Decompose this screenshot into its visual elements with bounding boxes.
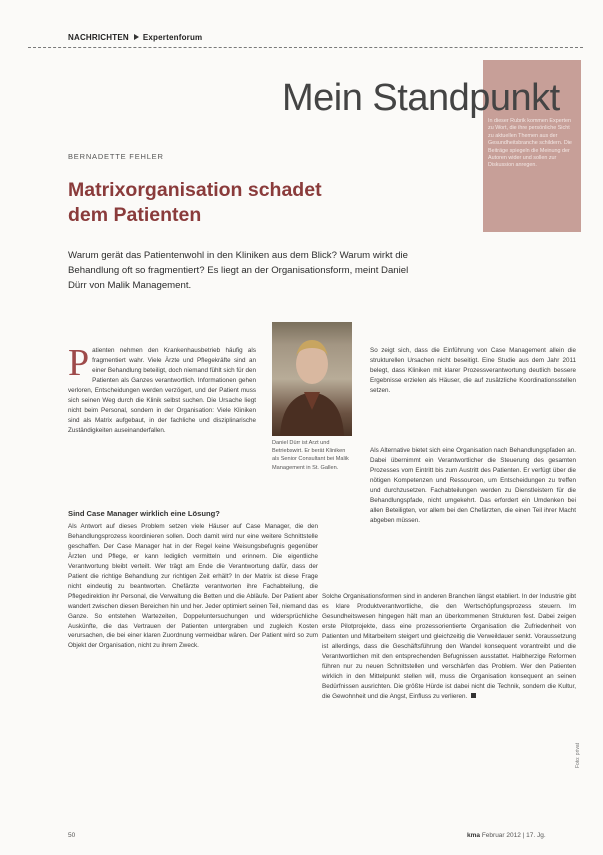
right-column-para-2: Als Alternative bietet sich eine Organisation nach Behandlungspfaden an. Dabei übernimmt ein Verantwortlicher die Steuerung des gesamten Prozesses vom Eintritt bis zum Austritt des Patienten. Er verfügt über die nötigen Kompetenzen und Ressourcen, um Entscheidungen zu treffen und durchzusetzen. Fachabteilungen werden zu Dienstleistern für die Behandlungspfade, nicht umgekehrt. Das erfordert ein Umdenken bei allen Beteiligten, vor allem bei den Chefärzten, die einen Teil ihrer Macht abgeben müssen. [370, 447, 576, 524]
right-column-para-1: So zeigt sich, dass die Einführung von Case Management allein die strukturellen Ursachen nicht beseitigt. Eine Studie aus dem Jahr 2011 belegt, dass Kliniken mit klarer Prozessverantwortung deutlich bessere Ergebnisse erzielen als Häuser, die auf zusätzliche Koordinationsstellen setzen. [370, 347, 576, 394]
article-headline [68, 178, 322, 228]
photo-credit: Foto: privat [575, 742, 581, 768]
sidebar-note: In dieser Rubrik kommen Experten zu Wort, die ihre persönliche Sicht zu aktuellen Themen aus der Gesundheitsbranche schildern. Die Beiträge spiegeln die Meinung der Autoren wider und sollen zur Diskussion anregen. [488, 118, 572, 169]
right-column-para-3 [322, 592, 576, 812]
section-label: NACHRICHTEN [68, 33, 129, 42]
closing-paragraph: Solche Organisationsformen sind in anderen Branchen längst etabliert. In der Industrie gibt es klare Produktverantwortliche, die den Wertschöpfungsprozess steuern. Im Gesundheitswesen hingegen hält man an überkommenen Strukturen fest. Dabei zeigen erste Pilotprojekte, dass eine prozessorientierte Organisation die Zufriedenheit von Patienten und Mitarbeitern steigert und gleichzeitig die Verweildauer senkt. Voraussetzung ist allerdings, dass die Geschäftsführung den Wandel konsequent vorantreibt und die Verantwortlichen mit den entsprechenden Befugnissen ausstattet. Halbherzige Reformen führen nur zu neuen Schnittstellen und verschärfen das Problem. Wer den Patienten wirklich in den Mittelpunkt stellen will, muss die Organisation konsequent an seinen Bedürfnissen ausrichten. Die größte Hürde ist dabei nicht die Technik, sondern die Kultur, die Gewohnheit und die Angst, Einfluss zu verlieren. [322, 593, 576, 700]
byline: BERNADETTE FEHLER [68, 152, 164, 161]
end-mark-icon [471, 693, 476, 698]
page-title: Mein Standpunkt [282, 77, 560, 119]
section-header [68, 33, 202, 42]
headline-line-1: Matrixorganisation schadet [68, 179, 322, 201]
journal-issue: Februar 2012 | 17. Jg. [481, 832, 546, 839]
article-teaser: Warum gerät das Patientenwohl in den Kliniken aus dem Blick? Warum wirkt die Behandlung oft so fragmentiert? Es liegt an der Organisationsform, meint Daniel Dürr von Malik Management. [68, 250, 409, 291]
header-divider [28, 47, 583, 48]
photo-caption: Daniel Dürr ist Arzt und Betriebswirt. Er berät Kliniken als Senior Consultant bei Malik Management in St. Gallen. [272, 440, 349, 471]
drop-cap: P [68, 346, 90, 384]
right-column-para-2b [322, 542, 576, 582]
intro-paragraph: atienten nehmen den Krankenhausbetrieb häufig als fragmentiert wahr. Viele Ärzte und Pflegekräfte sind an einer Behandlung beteiligt, doch niemand fühlt sich für den Patienten als Ganzes verantwortlich. Informationen gehen verloren, Entscheidungen werden verzögert, und der Patient muss sich seinen Weg durch die Klinik selbst suchen. Die Ursache liegt nicht beim Personal, sondern in der Organisation: Viele Kliniken sind als Matrix aufgebaut, in der fachliche und disziplinarische Zuständigkeiten auseinanderfallen. [68, 347, 256, 434]
left-column-body: Als Antwort auf dieses Problem setzen viele Häuser auf Case Manager, die den Behandlungsprozess koordinieren sollen. Doch damit wird nur eine weitere Schnittstelle geschaffen. Der Case Manager hat in der Regel keine Weisungsbefugnis gegenüber Ärzten und Pflege, er kann lediglich vermitteln und erinnern. Die eigentliche Verantwortung bleibt verteilt. Wer trägt am Ende die Verantwortung dafür, dass der Patient die richtige Behandlung zur richtigen Zeit erhält? In der Matrix ist diese Frage nicht eindeutig zu beantworten. Chefärzte verantworten ihre Fachabteilung, die Pflegedirektion ihr Personal, die Verwaltung die Betten und die Abläufe. Der Patient aber wandert zwischen diesen Bereichen hin und her. Jeder optimiert seinen Teil, niemand das Ganze. So entstehen Wartezeiten, Doppeluntersuchungen und widersprüchliche Auskünfte, die das Vertrauen der Patienten untergraben und zugleich Kosten verursachen, die bei einer klaren Zuordnung vermeidbar wären. Der Patient wird so zum Objekt der Organisation, nicht zu ihrem Zweck. [68, 523, 318, 650]
subheading: Sind Case Manager wirklich eine Lösung? [68, 509, 220, 518]
author-photo [272, 322, 352, 436]
subsection-label: Expertenforum [142, 33, 203, 42]
page-number: 50 [68, 832, 76, 839]
left-column-lower [68, 509, 318, 518]
journal-name: kma [467, 832, 481, 839]
portrait-image [272, 322, 352, 436]
journal-footer [467, 832, 546, 839]
headline-line-2: dem Patienten [68, 204, 202, 226]
triangle-arrow-icon [134, 34, 139, 40]
left-column-intro [68, 346, 256, 498]
